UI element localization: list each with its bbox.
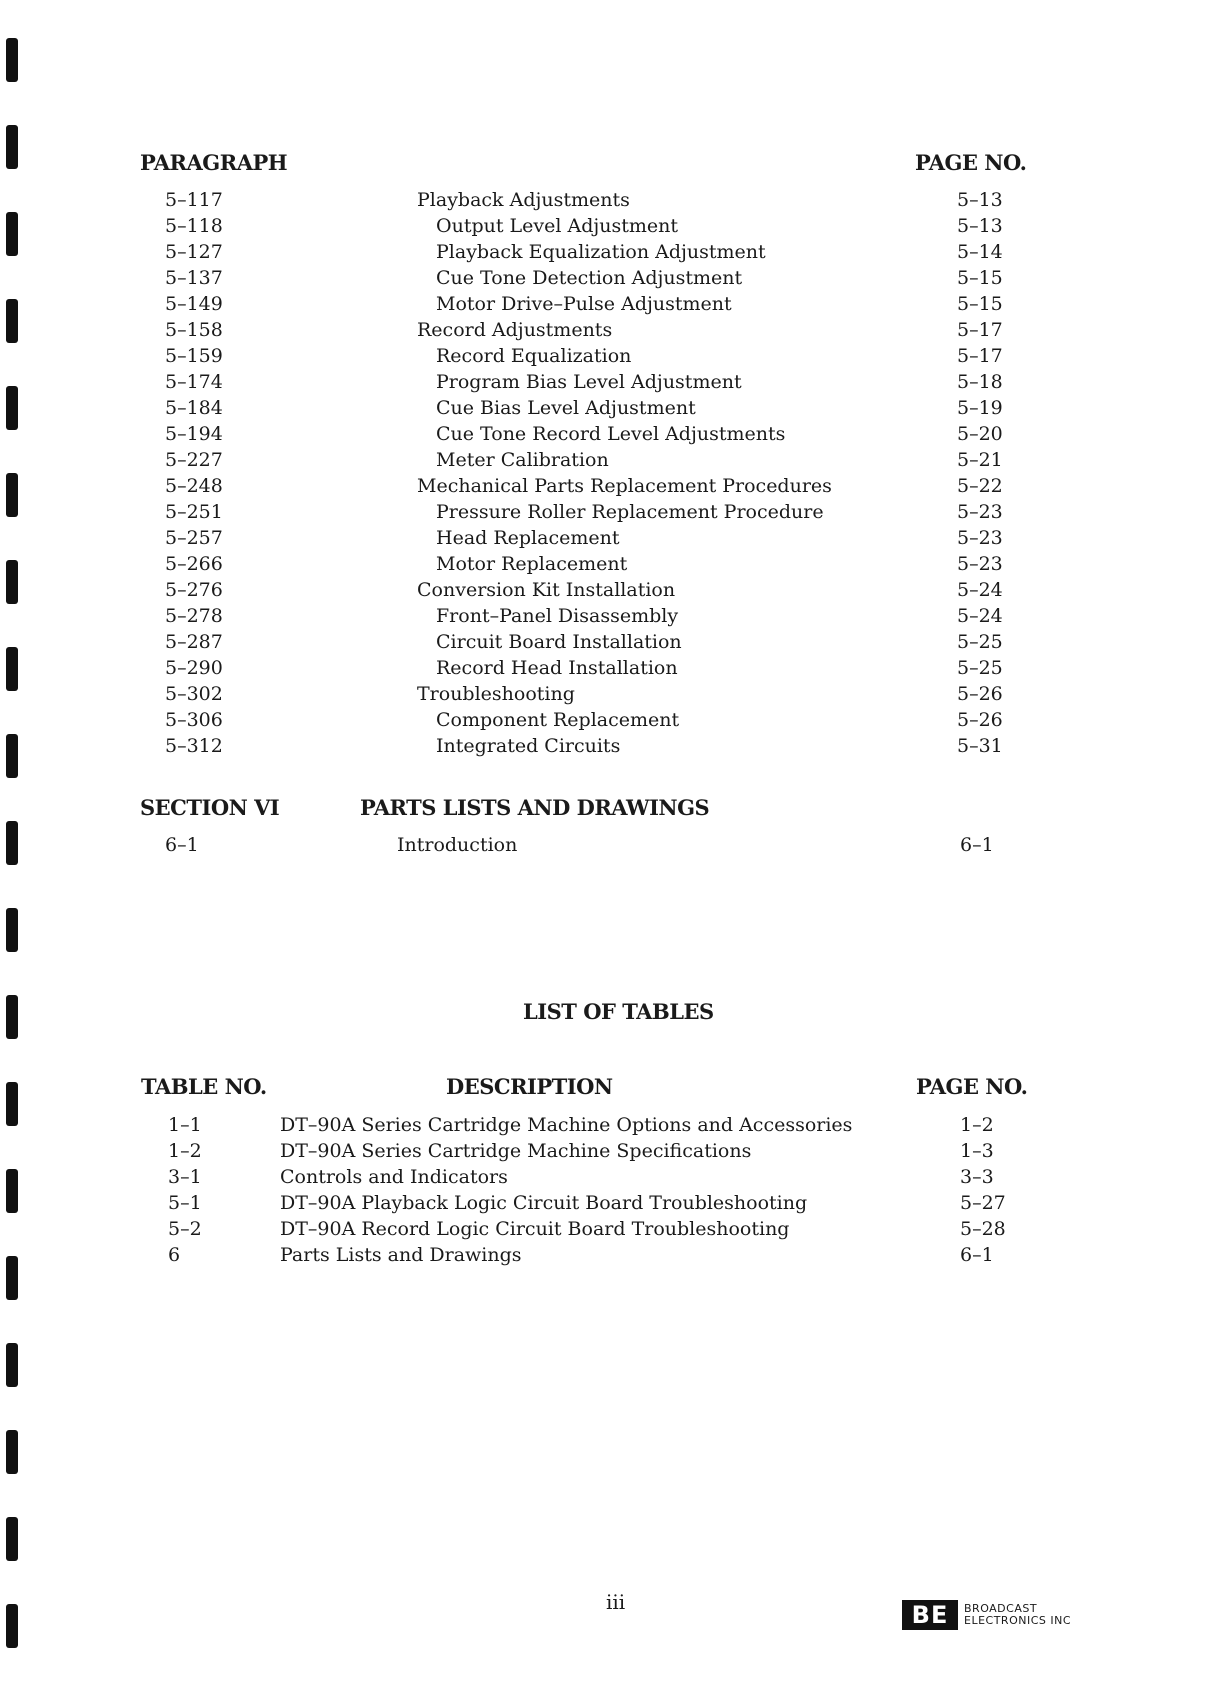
paragraph-number: 5–137 (165, 267, 223, 289)
entry-title: Cue Tone Detection Adjustment (436, 267, 743, 289)
page-number: 5–17 (957, 319, 1003, 341)
binding-hole (6, 125, 18, 169)
binding-hole (6, 1430, 18, 1474)
table-number: 3–1 (168, 1166, 202, 1188)
paragraph-number: 5–302 (165, 683, 223, 705)
table-no-header: TABLE NO. (141, 1074, 267, 1099)
paragraph-number: 5–194 (165, 423, 223, 445)
binding-hole (6, 1604, 18, 1648)
paragraph-number: 5–149 (165, 293, 223, 315)
page-number: 5–23 (957, 553, 1003, 575)
paragraph-number: 5–159 (165, 345, 223, 367)
contents-row (0, 345, 1208, 371)
entry-title: Record Head Installation (436, 657, 678, 679)
table-row (0, 1218, 1208, 1244)
entry-title: Introduction (397, 834, 518, 856)
contents-row (0, 475, 1208, 501)
page-number: 1–3 (960, 1140, 994, 1162)
section-label: SECTION VI (140, 795, 280, 820)
page-number: 5–13 (957, 189, 1003, 211)
table-description: DT–90A Series Cartridge Machine Specifications (280, 1140, 752, 1162)
table-number: 5–1 (168, 1192, 202, 1214)
page-number: 5–15 (957, 293, 1003, 315)
page-number: 5–23 (957, 501, 1003, 523)
contents-row (0, 501, 1208, 527)
table-number: 6 (168, 1244, 181, 1266)
binding-hole (6, 1343, 18, 1387)
contents-row (0, 735, 1208, 761)
page-number: 5–26 (957, 709, 1003, 731)
binding-hole (6, 38, 18, 82)
entry-title: Troubleshooting (417, 683, 575, 705)
page-number: 5–24 (957, 605, 1003, 627)
page-number: 5–14 (957, 241, 1003, 263)
entry-title: Motor Replacement (436, 553, 628, 575)
page-number: 5–22 (957, 475, 1003, 497)
paragraph-number: 5–158 (165, 319, 223, 341)
page-number: 5–31 (957, 735, 1003, 757)
paragraph-header: PARAGRAPH (140, 150, 288, 175)
paragraph-number: 5–306 (165, 709, 223, 731)
contents-row (0, 371, 1208, 397)
table-description: DT–90A Record Logic Circuit Board Troubleshooting (280, 1218, 790, 1240)
contents-row (0, 449, 1208, 475)
logo-line-2: ELECTRONICS INC (964, 1614, 1072, 1627)
page-number: 5–17 (957, 345, 1003, 367)
contents-row (0, 527, 1208, 553)
paragraph-number: 5–174 (165, 371, 223, 393)
section-title: PARTS LISTS AND DRAWINGS (360, 795, 710, 820)
paragraph-number: 5–312 (165, 735, 223, 757)
table-description: DT–90A Playback Logic Circuit Board Troubleshooting (280, 1192, 808, 1214)
broadcast-electronics-logo (902, 1600, 1071, 1630)
table-number: 1–1 (168, 1114, 202, 1136)
entry-title: Record Adjustments (417, 319, 613, 341)
paragraph-number: 5–118 (165, 215, 223, 237)
be-logo-icon: BE (902, 1600, 958, 1630)
contents-row (0, 423, 1208, 449)
contents-row (0, 579, 1208, 605)
entry-title: Output Level Adjustment (436, 215, 679, 237)
page-number: 3–3 (960, 1166, 994, 1188)
entry-title: Playback Equalization Adjustment (436, 241, 766, 263)
contents-row (0, 215, 1208, 241)
entry-title: Program Bias Level Adjustment (436, 371, 742, 393)
contents-row (0, 631, 1208, 657)
contents-row (0, 709, 1208, 735)
page-number: 6–1 (960, 834, 994, 856)
paragraph-number: 5–257 (165, 527, 223, 549)
entry-title: Conversion Kit Installation (417, 579, 676, 601)
tables-page-no-header: PAGE NO. (916, 1074, 1028, 1099)
contents-row (0, 605, 1208, 631)
entry-title: Component Replacement (436, 709, 680, 731)
table-number: 1–2 (168, 1140, 202, 1162)
page-number: 5–20 (957, 423, 1003, 445)
table-row (0, 1114, 1208, 1140)
paragraph-number: 5–290 (165, 657, 223, 679)
paragraph-number: 5–227 (165, 449, 223, 471)
page-number: 5–13 (957, 215, 1003, 237)
entry-title: Cue Bias Level Adjustment (436, 397, 696, 419)
paragraph-number: 5–278 (165, 605, 223, 627)
table-description: Parts Lists and Drawings (280, 1244, 522, 1266)
contents-row (0, 657, 1208, 683)
table-row (0, 1140, 1208, 1166)
logo-line-1: BROADCAST (964, 1602, 1038, 1615)
table-number: 5–2 (168, 1218, 202, 1240)
binding-hole (6, 1517, 18, 1561)
entry-title: Record Equalization (436, 345, 632, 367)
entry-title: Meter Calibration (436, 449, 609, 471)
page-number: 1–2 (960, 1114, 994, 1136)
page-number: 6–1 (960, 1244, 994, 1266)
table-description: DT–90A Series Cartridge Machine Options and Accessories (280, 1114, 853, 1136)
paragraph-number: 5–184 (165, 397, 223, 419)
entry-title: Motor Drive–Pulse Adjustment (436, 293, 732, 315)
entry-title: Integrated Circuits (436, 735, 621, 757)
page-number: 5–18 (957, 371, 1003, 393)
entry-title: Circuit Board Installation (436, 631, 682, 653)
contents-row (0, 267, 1208, 293)
entry-title: Cue Tone Record Level Adjustments (436, 423, 786, 445)
page-no-header: PAGE NO. (915, 150, 1027, 175)
paragraph-number: 5–127 (165, 241, 223, 263)
paragraph-number: 5–276 (165, 579, 223, 601)
entry-title: Pressure Roller Replacement Procedure (436, 501, 824, 523)
paragraph-number: 5–251 (165, 501, 223, 523)
page-number-footer: iii (606, 1590, 626, 1614)
page-number: 5–27 (960, 1192, 1006, 1214)
page-number: 5–19 (957, 397, 1003, 419)
entry-title: Mechanical Parts Replacement Procedures (417, 475, 832, 497)
entry-title: Playback Adjustments (417, 189, 630, 211)
paragraph-number: 5–266 (165, 553, 223, 575)
list-of-tables-title: LIST OF TABLES (523, 999, 714, 1024)
page-number: 5–15 (957, 267, 1003, 289)
contents-row (0, 293, 1208, 319)
binding-hole (6, 908, 18, 952)
table-row (0, 1192, 1208, 1218)
description-header: DESCRIPTION (446, 1074, 613, 1099)
contents-row (0, 241, 1208, 267)
page-number: 5–25 (957, 631, 1003, 653)
contents-row (0, 683, 1208, 709)
paragraph-number: 5–248 (165, 475, 223, 497)
contents-row (0, 553, 1208, 579)
binding-hole (6, 995, 18, 1039)
table-row (0, 1244, 1208, 1270)
paragraph-number: 5–117 (165, 189, 223, 211)
entry-title: Front–Panel Disassembly (436, 605, 679, 627)
contents-row (0, 189, 1208, 215)
paragraph-number: 6–1 (165, 834, 199, 856)
page-number: 5–24 (957, 579, 1003, 601)
page-number: 5–23 (957, 527, 1003, 549)
page-number: 5–28 (960, 1218, 1006, 1240)
entry-title: Head Replacement (436, 527, 620, 549)
logo-wordmark (964, 1603, 1071, 1627)
contents-row (0, 319, 1208, 345)
section-row (0, 834, 1208, 860)
table-row (0, 1166, 1208, 1192)
paragraph-number: 5–287 (165, 631, 223, 653)
page-number: 5–21 (957, 449, 1003, 471)
page-number: 5–26 (957, 683, 1003, 705)
contents-row (0, 397, 1208, 423)
table-description: Controls and Indicators (280, 1166, 508, 1188)
page-number: 5–25 (957, 657, 1003, 679)
